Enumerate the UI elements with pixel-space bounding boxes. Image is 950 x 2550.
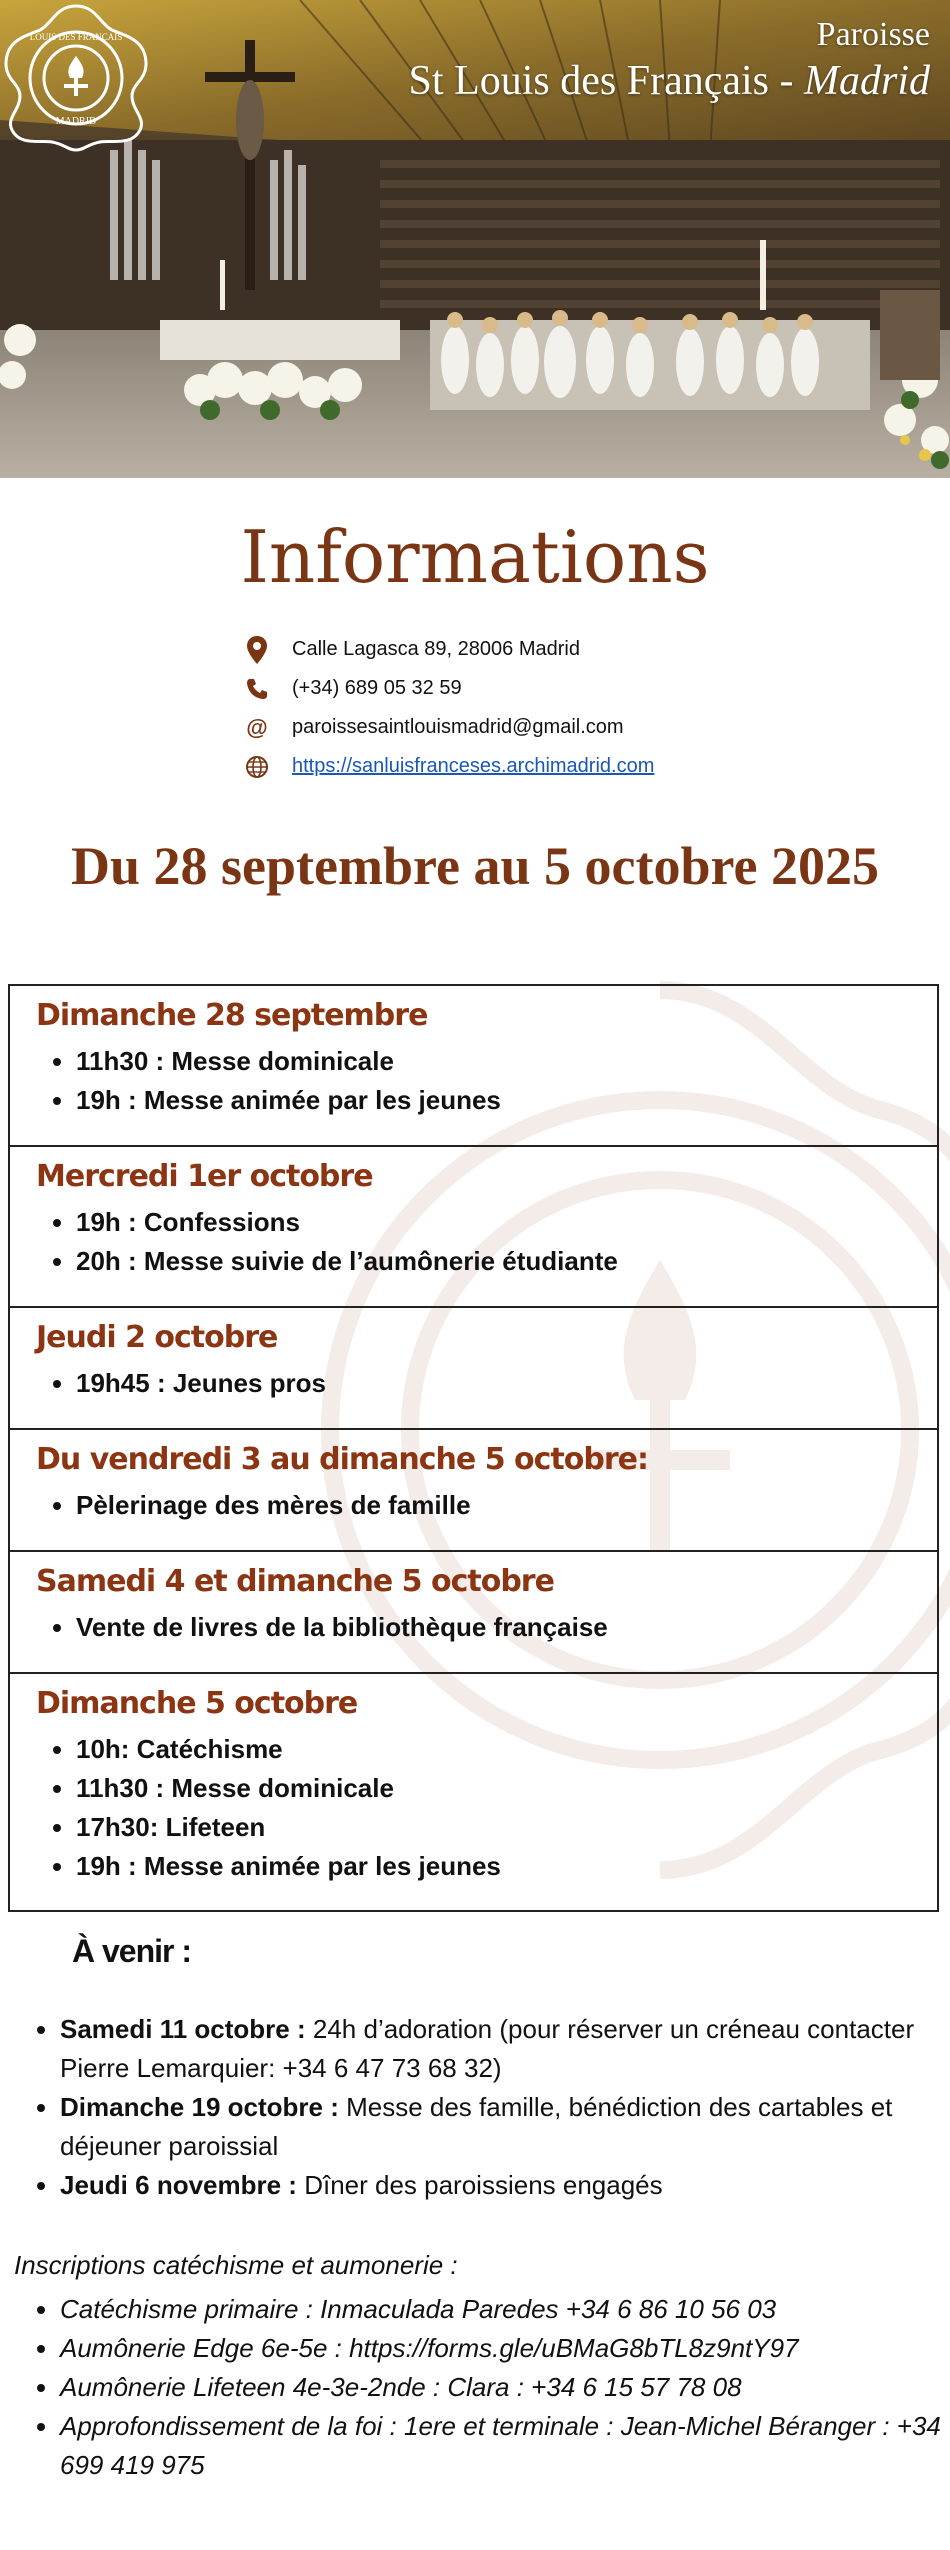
day-heading: Dimanche 5 octobre xyxy=(36,1686,358,1721)
day-events xyxy=(10,1730,937,1886)
phone-icon xyxy=(240,678,274,700)
svg-text:MADRID: MADRID xyxy=(55,116,97,127)
email-link[interactable]: paroissesaintlouismadrid@gmail.com xyxy=(292,716,624,738)
event-item: • 19h : Confessions xyxy=(76,1203,937,1242)
day-events xyxy=(10,1042,937,1120)
day-block xyxy=(8,1550,939,1672)
upcoming-heading: À venir : xyxy=(72,1933,192,1969)
day-block xyxy=(8,1145,939,1306)
day-heading: Samedi 4 et dimanche 5 octobre xyxy=(36,1564,554,1599)
upcoming-item: • Jeudi 6 novembre : Dîner des paroissiens engagés xyxy=(60,2166,950,2205)
registrations-heading: Inscriptions catéchisme et aumonerie : xyxy=(14,2250,458,2280)
upcoming-list xyxy=(14,2010,950,2205)
day-events xyxy=(10,1608,937,1647)
event-item: • Vente de livres de la bibliothèque française xyxy=(76,1608,937,1647)
event-item: • Pèlerinage des mères de famille xyxy=(76,1486,937,1525)
globe-icon xyxy=(240,755,274,779)
upcoming-item: • Dimanche 19 octobre : Messe des famille, bénédiction des cartables et déjeuner paroissial xyxy=(60,2088,950,2166)
parish-title xyxy=(409,14,930,106)
parish-seal-logo xyxy=(0,0,152,152)
parish-title-line2: St Louis des Français - Madrid xyxy=(408,58,930,104)
day-heading: Jeudi 2 octobre xyxy=(36,1320,278,1355)
event-item: • 19h45 : Jeunes pros xyxy=(76,1364,937,1403)
event-item: • 10h: Catéchisme xyxy=(76,1730,937,1769)
phone-link[interactable]: (+34) 689 05 32 59 xyxy=(292,677,462,699)
hero-banner xyxy=(0,0,950,478)
at-icon: @ xyxy=(246,714,268,740)
schedule-table xyxy=(8,984,939,1912)
day-block xyxy=(8,1306,939,1428)
informations-heading: Informations xyxy=(240,515,710,599)
address-text: Calle Lagasca 89, 28006 Madrid xyxy=(292,638,580,660)
registration-item: • Aumônerie Lifeteen 4e-3e-2nde : Clara : +34 6 15 57 78 08 xyxy=(60,2368,950,2407)
event-item: • 11h30 : Messe dominicale xyxy=(76,1769,937,1808)
day-block xyxy=(8,1672,939,1912)
day-events xyxy=(10,1364,937,1403)
map-pin-icon xyxy=(240,636,274,664)
day-heading: Mercredi 1er octobre xyxy=(36,1159,373,1194)
day-events xyxy=(10,1203,937,1281)
event-item: • 11h30 : Messe dominicale xyxy=(76,1042,937,1081)
day-events xyxy=(10,1486,937,1525)
registration-item: • Approfondissement de la foi : 1ere et terminale : Jean-Michel Béranger : +34 699 419 975 xyxy=(60,2407,950,2485)
parish-title-line1: Paroisse xyxy=(816,16,930,53)
registration-item: • Catéchisme primaire : Inmaculada Paredes +34 6 86 10 56 03 xyxy=(60,2290,950,2329)
svg-text:LOUIS DES FRANÇAIS: LOUIS DES FRANÇAIS xyxy=(29,32,123,42)
phone-row xyxy=(240,669,654,708)
upcoming-item: • Samedi 11 octobre : 24h d’adoration (pour réserver un créneau contacter Pierre Lemarquier: +34 6 47 73 68 32) xyxy=(60,2010,950,2088)
contact-block xyxy=(240,630,654,786)
event-item: • 19h : Messe animée par les jeunes xyxy=(76,1847,937,1886)
day-block xyxy=(8,984,939,1145)
registrations-list xyxy=(14,2290,950,2485)
website-row xyxy=(240,747,654,786)
event-item: • 19h : Messe animée par les jeunes xyxy=(76,1081,937,1120)
website-link[interactable]: https://sanluisfranceses.archimadrid.com xyxy=(292,755,655,777)
event-item: • 20h : Messe suivie de l’aumônerie étudiante xyxy=(76,1242,937,1281)
email-row xyxy=(240,708,654,747)
address-row xyxy=(240,630,654,669)
day-heading: Du vendredi 3 au dimanche 5 octobre: xyxy=(36,1442,648,1477)
registration-item: • Aumônerie Edge 6e-5e : https://forms.gle/uBMaG8bTL8z9ntY97 xyxy=(60,2329,950,2368)
week-heading: Du 28 septembre au 5 octobre 2025 xyxy=(71,836,879,896)
event-item: • 17h30: Lifeteen xyxy=(76,1808,937,1847)
day-block xyxy=(8,1428,939,1550)
day-heading: Dimanche 28 septembre xyxy=(36,998,428,1033)
